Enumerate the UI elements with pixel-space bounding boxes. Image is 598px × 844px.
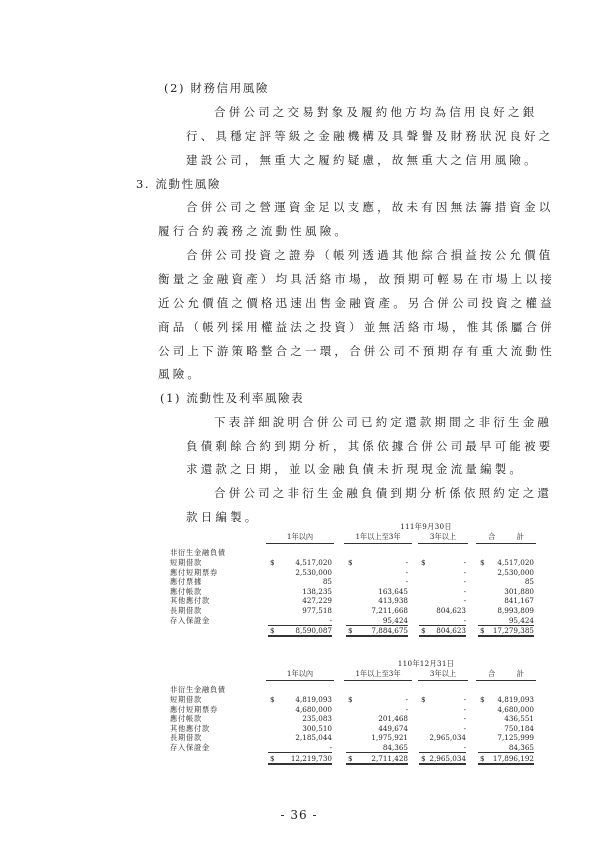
table-row — [168, 558, 536, 568]
table-row — [168, 568, 536, 578]
cell-value: - — [463, 723, 466, 733]
cell-value: 8,993,809 — [497, 606, 534, 615]
column-header: 3年以上 — [418, 669, 468, 681]
cell-value: 750,184 — [504, 723, 534, 733]
cell-value: 84,365 — [346, 743, 408, 753]
cell-value: - — [405, 695, 408, 704]
column-header: 3年以上 — [418, 532, 468, 544]
cell-value: 95,424 — [478, 616, 534, 626]
paragraph-line: 合併公司之非衍生金融負債到期分析係依照約定之還 — [214, 486, 553, 500]
paragraph-line: 衡量之金融資產）均具活絡市場，故預期可輕易在市場上以接 — [158, 272, 555, 286]
cell-value: 4,680,000 — [295, 704, 332, 714]
cell-value: 4,680,000 — [497, 704, 534, 714]
column-header: 1年以上至3年 — [344, 669, 412, 681]
paragraph-line: 公司上下游策略整合之一環，合併公司不預期存有重大流動性 — [158, 344, 555, 358]
currency-symbol: $ — [270, 626, 275, 636]
cell-value: - — [405, 577, 408, 587]
section-label: 非衍生金融負債 — [170, 548, 226, 557]
cell-value: 138,235 — [302, 586, 332, 596]
total-value: 8,590,087 — [268, 626, 332, 637]
column-header: 1年以內 — [266, 669, 334, 681]
row-label: 應付帳款 — [170, 714, 202, 724]
section-label: 非衍生金融負債 — [170, 685, 226, 694]
total-row — [168, 626, 536, 636]
cell-value: 84,365 — [478, 743, 534, 753]
section-heading: 3. 流動性風險 — [136, 177, 221, 191]
section-heading: (2) 財務信用風險 — [164, 81, 269, 95]
currency-symbol: $ — [270, 695, 275, 704]
total-value: 12,219,730 — [268, 754, 332, 765]
page-number: - 36 - — [280, 808, 318, 822]
cell-value: 4,819,093 — [295, 695, 332, 704]
cell-value: 95,424 — [346, 616, 408, 626]
table-row — [168, 577, 536, 587]
column-header: 1年以上至3年 — [344, 532, 412, 544]
cell-value: - — [463, 577, 466, 587]
cell-value: - — [419, 743, 466, 753]
currency-symbol: $ — [348, 558, 353, 567]
paragraph-line: 合併公司投資之證券（帳列透過其他綜合損益按公允價值 — [186, 248, 554, 262]
cell-value: 4,819,093 — [497, 695, 534, 704]
table-row — [168, 695, 536, 705]
cell-value: - — [268, 743, 332, 753]
cell-value: - — [405, 567, 408, 577]
row-label: 存入保證金 — [170, 615, 210, 625]
column-header: 合 計 — [476, 669, 536, 681]
total-value: 17,279,385 — [478, 626, 534, 637]
currency-symbol: $ — [480, 626, 485, 636]
table-date: 110年12月31日 — [397, 659, 455, 668]
cell-value: - — [463, 714, 466, 724]
total-value: 2,965,034 — [419, 754, 466, 765]
currency-symbol: $ — [480, 558, 485, 567]
cell-value: 85 — [524, 577, 534, 587]
cell-value: - — [405, 558, 408, 567]
table-row — [168, 714, 536, 724]
table-row — [168, 596, 536, 606]
cell-value: - — [405, 704, 408, 714]
table-row — [168, 606, 536, 616]
cell-value: 301,880 — [504, 586, 534, 596]
currency-symbol: $ — [348, 626, 353, 636]
row-label: 其他應付款 — [170, 723, 210, 733]
cell-value: 1,975,921 — [371, 733, 408, 743]
cell-value: 449,674 — [378, 723, 408, 733]
column-header: 1年以內 — [266, 532, 334, 544]
cell-value: 436,551 — [504, 714, 534, 724]
cell-value: 413,938 — [378, 596, 408, 606]
cell-value: - — [463, 567, 466, 577]
paragraph-line: 合併公司之交易對象及履約他方均為信用良好之銀 — [214, 105, 538, 119]
paragraph-line: 風險。 — [158, 367, 203, 381]
paragraph-line: 款日編製。 — [186, 510, 260, 524]
row-label: 存入保證金 — [170, 743, 210, 752]
row-label: 長期借款 — [170, 733, 202, 743]
currency-symbol: $ — [480, 695, 485, 704]
cell-value: 201,468 — [378, 714, 408, 724]
cell-value: 2,530,000 — [295, 567, 332, 577]
currency-symbol: $ — [270, 753, 275, 763]
paragraph-line: 行、具穩定評等級之金融機構及具聲譽及財務狀況良好之 — [186, 129, 554, 143]
currency-symbol: $ — [348, 753, 353, 763]
total-value: 7,884,675 — [346, 626, 408, 637]
cell-value: - — [463, 704, 466, 714]
currency-symbol: $ — [270, 558, 275, 567]
table-row — [168, 587, 536, 597]
total-value: 17,896,192 — [478, 754, 534, 765]
cell-value: - — [463, 558, 466, 567]
cell-value: 235,083 — [302, 714, 332, 724]
paragraph-line: 合併公司之營運資金足以支應，故未有因無法籌措資金以 — [186, 200, 554, 214]
cell-value: - — [463, 596, 466, 606]
cell-value: - — [463, 586, 466, 596]
paragraph-line: 履行合約義務之流動性風險。 — [158, 224, 350, 238]
cell-value: 163,645 — [378, 586, 408, 596]
cell-value: 977,518 — [302, 606, 332, 615]
paragraph-line: 建設公司，無重大之履約疑慮，故無重大之信用風險。 — [186, 153, 539, 167]
paragraph-line: 負債剩餘合約到期分析，其係依據合併公司最早可能被要 — [186, 439, 554, 453]
row-label: 其他應付款 — [170, 596, 210, 606]
cell-value: 7,125,999 — [497, 733, 534, 743]
table-row — [168, 724, 536, 734]
cell-value: 7,211,668 — [371, 606, 408, 615]
cell-value: - — [419, 616, 466, 626]
currency-symbol: $ — [421, 558, 426, 567]
liquidity-table-2022-09-30 — [168, 522, 536, 640]
row-label: 長期借款 — [170, 606, 202, 615]
table-row — [168, 743, 536, 753]
row-label: 應付票據 — [170, 577, 202, 587]
cell-value: 2,965,034 — [429, 733, 466, 743]
row-label: 應付短期票券 — [170, 567, 218, 577]
cell-value: 2,530,000 — [497, 567, 534, 577]
column-header: 合 計 — [476, 532, 536, 544]
total-row — [168, 754, 536, 764]
cell-value: 4,517,020 — [497, 558, 534, 567]
total-value: 804,623 — [419, 626, 466, 637]
table-row — [168, 733, 536, 743]
row-label: 應付帳款 — [170, 586, 202, 596]
paragraph-line: 下表詳細說明合併公司已約定還款期間之非衍生金融 — [214, 415, 553, 429]
row-label: 應付短期票券 — [170, 704, 218, 714]
section-heading: (1) 流動性及利率風險表 — [160, 391, 305, 405]
cell-value: 300,510 — [302, 723, 332, 733]
paragraph-line: 求還款之日期，並以金融負債未折現現金流量編製。 — [186, 462, 525, 476]
total-value: 2,711,428 — [346, 754, 408, 765]
currency-symbol: $ — [480, 753, 485, 763]
table-row — [168, 705, 536, 715]
cell-value: 841,167 — [504, 596, 534, 606]
row-label: 短期借款 — [170, 558, 202, 567]
currency-symbol: $ — [348, 695, 353, 704]
cell-value: - — [268, 616, 332, 626]
currency-symbol: $ — [421, 626, 426, 636]
currency-symbol: $ — [421, 753, 426, 763]
cell-value: - — [463, 695, 466, 704]
row-label: 短期借款 — [170, 695, 202, 704]
paragraph-line: 商品（帳列採用權益法之投資）並無活絡市場，惟其係屬合併 — [158, 320, 555, 334]
currency-symbol: $ — [421, 695, 426, 704]
paragraph-line: 近公允價值之價格迅速出售金融資產。另合併公司投資之權益 — [158, 296, 555, 310]
table-date: 111年9月30日 — [400, 522, 452, 531]
cell-value: 4,517,020 — [295, 558, 332, 567]
cell-value: 427,229 — [302, 596, 332, 606]
cell-value: 804,623 — [436, 606, 466, 615]
table-row — [168, 616, 536, 626]
liquidity-table-2021-12-31 — [168, 659, 536, 777]
cell-value: 2,185,044 — [295, 733, 332, 743]
cell-value: 85 — [322, 577, 332, 587]
